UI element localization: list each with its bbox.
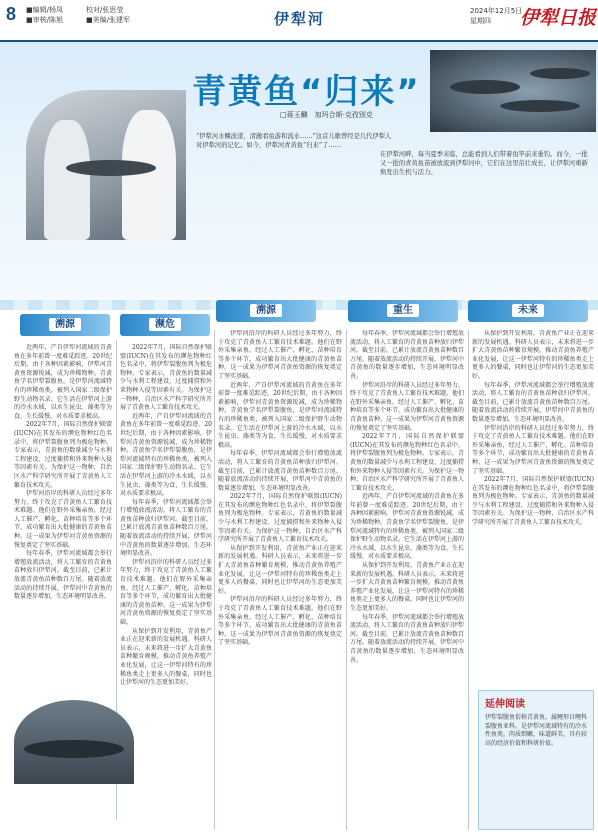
fish-school-photo: [430, 50, 596, 132]
column-rule: [214, 330, 215, 830]
paragraph: 2022年7月，国际自然保护联盟(IUCN)在其发布的濒危物种红色名录中，将伊犁裂腹鱼列为极危物种。专家表示，青黄鱼的数量减少与水利工程建设、过度捕捞和外来物种入侵等因素有关。为保护这一物种，自治区水产科学研究所开展了青黄鱼人工繁育技术攻关。: [14, 421, 112, 489]
paragraph: 每年春季，伊犁河流域都会举行增殖放流活动，将人工繁育的青黄鱼苗种放归伊犁河。截至目前，已累计放流青黄鱼苗种数百万尾。随着放流活动的持续开展，伊犁河中青黄鱼的数量逐步增加，生态环境明显改善。: [472, 381, 594, 423]
paragraph: 近两年，产自伊犁河流域的青黄鱼在多年前曾一度难觅踪迹。20世纪后期，由于各种因素影响，伊犁河青黄鱼资源锐减，成为珍稀物种。青黄鱼学名伊犁裂腹鱼，是伊犁河流域特有的珍稀鱼类，被列入国家二级保护野生动物名录。它生活在伊犁河上游的冷水水域，以水生昆虫、藻类等为食，生长缓慢，对水质要求极高。: [120, 412, 212, 498]
section-head-future: [468, 300, 588, 322]
issue-date: [470, 6, 522, 26]
credit-line: 校对/张思莹: [86, 6, 124, 14]
paragraph: 2022年7月，国际自然保护联盟(IUCN)在其发布的濒危物种红色名录中，将伊犁裂腹鱼列为极危物种。专家表示，青黄鱼的数量减少与水利工程建设、过度捕捞和外来物种入侵等因素有关。为保护这一物种，自治区水产科学研究所开展了青黄鱼人工繁育技术攻关。: [472, 476, 594, 527]
fish-shape: [24, 740, 124, 758]
fish-shape: [530, 68, 590, 79]
paragraph: 近两年，产自伊犁河流域的青黄鱼在多年前曾一度难觅踪迹。20世纪后期，由于各种因素影响，伊犁河青黄鱼资源锐减，成为珍稀物种。青黄鱼学名伊犁裂腹鱼，是伊犁河流域特有的珍稀鱼类，被列入国家二级保护野生动物名录。它生活在伊犁河上游的冷水水域，以水生昆虫、藻类等为食，生长缓慢，对水质要求极高。: [350, 493, 464, 561]
section-head-label: 濒危: [149, 318, 181, 331]
date-text: 2024年12月5日: [470, 7, 523, 15]
page-number: 8: [6, 4, 17, 24]
person-figure: [44, 120, 90, 240]
paragraph: 每年春季，伊犁河流域都会举行增殖放流活动，将人工繁育的青黄鱼苗种放归伊犁河。截至目前，已累计放流青黄鱼苗种数百万尾。随着放流活动的持续开展，伊犁河中青黄鱼的数量逐步增加，生态环境明显改善。: [350, 330, 464, 380]
editor-credits: [26, 5, 146, 25]
paragraph: 2022年7月，国际自然保护联盟(IUCN)在其发布的濒危物种红色名录中，将伊犁裂腹鱼列为极危物种。专家表示，青黄鱼的数量减少与水利工程建设、过度捕捞和外来物种入侵等因素有关。为保护这一物种，自治区水产科学研究所开展了青黄鱼人工繁育技术攻关。: [350, 433, 464, 492]
weekday-text: 星期四: [470, 17, 491, 25]
page-header: [0, 0, 598, 42]
sidebar-text: 伊犁裂腹鱼俗称青黄鱼，属鲤形目鲤科裂腹鱼亚科，是伊犁河流域特有的冷水性鱼类，肉质细嫩，味道鲜美，具有较高的经济价值和科研价值。: [485, 714, 588, 747]
masthead-logo: 伊犁日报: [520, 7, 597, 29]
lead-quote: “伊犁河水鳞波漾，清澈看鱼游和流水……”这首儿歌曾经是几代伊犁人对伊犁河的记忆。如今，伊犁河青黄鱼“归来”了……: [196, 133, 392, 149]
sidebar-title: 延伸阅读: [485, 699, 525, 710]
body-column-3: [218, 330, 342, 830]
body-column-4: [350, 330, 464, 830]
credit-line: ■编辑/杨凤: [26, 6, 63, 14]
paragraph: 从保护到开发利用，青黄鱼产业正在迎来新的发展机遇。科研人员表示，未来将进一步扩大青黄鱼苗种繁育规模，推动青黄鱼养殖产业化发展，让这一伊犁河特有的珍稀鱼类走上更多人的餐桌，同时也让伊犁河的生态更加美好。: [120, 627, 212, 687]
paragraph: 2022年7月，国际自然保护联盟(IUCN)在其发布的濒危物种红色名录中，将伊犁裂腹鱼列为极危物种。专家表示，青黄鱼的数量减少与水利工程建设、过度捕捞和外来物种入侵等因素有关。为保护这一物种，自治区水产科学研究所开展了青黄鱼人工繁育技术攻关。: [218, 493, 342, 544]
paragraph: 2022年7月，国际自然保护联盟(IUCN)在其发布的濒危物种红色名录中，将伊犁裂腹鱼列为极危物种。专家表示，青黄鱼的数量减少与水利工程建设、过度捕捞和外来物种入侵等因素有关。为保护这一物种，自治区水产科学研究所开展了青黄鱼人工繁育技术攻关。: [120, 344, 212, 412]
fish-shape: [500, 100, 580, 112]
paragraph: 伊犁河沿岸的科研人员经过多年努力，终于攻克了青黄鱼人工繁育技术难题。他们在野外采集亲鱼，经过人工催产、孵化、苗种培育等多个环节，成功繁育出大批健康的青黄鱼苗种。这一成果为伊犁河青黄鱼资源的恢复奠定了坚实基础。: [350, 381, 464, 432]
paragraph: 每年春季，伊犁河流域都会举行增殖放流活动，将人工繁育的青黄鱼苗种放归伊犁河。截至目前，已累计放流青黄鱼苗种数百万尾。随着放流活动的持续开展，伊犁河中青黄鱼的数量逐步增加，生态环境明显改善。: [218, 450, 342, 492]
section-title: 伊犁河: [274, 10, 326, 28]
paragraph: 从保护到开发利用，青黄鱼产业正在迎来新的发展机遇。科研人员表示，未来将进一步扩大青黄鱼苗种繁育规模，推动青黄鱼养殖产业化发展，让这一伊犁河特有的珍稀鱼类走上更多人的餐桌，同时也让伊犁河的生态更加美好。: [472, 330, 594, 380]
section-head-research: [216, 300, 316, 322]
credit-line: ■美编/张建军: [86, 16, 130, 24]
section-head-label: 未来: [512, 304, 544, 317]
section-head-label: 溯源: [250, 304, 282, 317]
section-head-endangered: [120, 314, 210, 336]
paragraph: 每年春季，伊犁河流域都会举行增殖放流活动，将人工繁育的青黄鱼苗种放归伊犁河。截至目前，已累计放流青黄鱼苗种数百万尾。随着放流活动的持续开展，伊犁河中青黄鱼的数量逐步增加，生态环境明显改善。: [14, 550, 112, 601]
paragraph: 伊犁河沿岸的科研人员经过多年努力，终于攻克了青黄鱼人工繁育技术难题。他们在野外采集亲鱼，经过人工催产、孵化、苗种培育等多个环节，成功繁育出大批健康的青黄鱼苗种。这一成果为伊犁河青黄鱼资源的恢复奠定了坚实基础。: [472, 424, 594, 475]
paragraph: 近两年，产自伊犁河流域的青黄鱼在多年前曾一度难觅踪迹。20世纪后期，由于各种因素影响，伊犁河青黄鱼资源锐减，成为珍稀物种。青黄鱼学名伊犁裂腹鱼，是伊犁河流域特有的珍稀鱼类，被列入国家二级保护野生动物名录。它生活在伊犁河上游的冷水水域，以水生昆虫、藻类等为食，生长缓慢，对水质要求极高。: [14, 344, 112, 420]
sturgeon-photo: [14, 700, 134, 784]
column-rule: [346, 330, 347, 830]
sidebar-box: [478, 690, 594, 830]
body-column-5: [472, 330, 594, 684]
article-byline: □蒋玉麟 加玛合斯·克孜别克: [280, 111, 373, 119]
researchers-photo: [26, 90, 186, 240]
column-rule: [468, 330, 469, 830]
paragraph: 伊犁河沿岸的科研人员经过多年努力，终于攻克了青黄鱼人工繁育技术难题。他们在野外采集亲鱼，经过人工催产、孵化、苗种培育等多个环节，成功繁育出大批健康的青黄鱼苗种。这一成果为伊犁河青黄鱼资源的恢复奠定了坚实基础。: [218, 330, 342, 380]
body-column-1: [14, 344, 112, 694]
sturgeon-shape: [66, 160, 156, 176]
paragraph: 每年春季，伊犁河流域都会举行增殖放流活动，将人工繁育的青黄鱼苗种放归伊犁河。截至目前，已累计放流青黄鱼苗种数百万尾。随着放流活动的持续开展，伊犁河中青黄鱼的数量逐步增加，生态环境明显改善。: [350, 613, 464, 664]
paragraph: 伊犁河沿岸的科研人员经过多年努力，终于攻克了青黄鱼人工繁育技术难题。他们在野外采集亲鱼，经过人工催产、孵化、苗种培育等多个环节，成功繁育出大批健康的青黄鱼苗种。这一成果为伊犁河青黄鱼资源的恢复奠定了坚实基础。: [218, 596, 342, 647]
fish-shape: [450, 80, 520, 94]
section-head-label: 重生: [387, 304, 419, 317]
paragraph: 从保护到开发利用，青黄鱼产业正在迎来新的发展机遇。科研人员表示，未来将进一步扩大青黄鱼苗种繁育规模，推动青黄鱼养殖产业化发展，让这一伊犁河特有的珍稀鱼类走上更多人的餐桌，同时也让伊犁河的生态更加美好。: [350, 562, 464, 612]
lead-paragraph: 在伊犁河畔，每当夏季来临，总能看到人们带着鱼竿前来垂钓。而今，一批又一批的青黄鱼苗被放流到伊犁河中，它们在这里茁壮成长，让伊犁河重新焕发出生机与活力。: [380, 151, 588, 176]
section-head-label: 溯源: [49, 318, 81, 331]
section-head-origin: [20, 314, 110, 336]
paragraph: 伊犁河沿岸的科研人员经过多年努力，终于攻克了青黄鱼人工繁育技术难题。他们在野外采集亲鱼，经过人工催产、孵化、苗种培育等多个环节，成功繁育出大批健康的青黄鱼苗种。这一成果为伊犁河青黄鱼资源的恢复奠定了坚实基础。: [14, 490, 112, 549]
paragraph: 近两年，产自伊犁河流域的青黄鱼在多年前曾一度难觅踪迹。20世纪后期，由于各种因素影响，伊犁河青黄鱼资源锐减，成为珍稀物种。青黄鱼学名伊犁裂腹鱼，是伊犁河流域特有的珍稀鱼类，被列入国家二级保护野生动物名录。它生活在伊犁河上游的冷水水域，以水生昆虫、藻类等为食，生长缓慢，对水质要求极高。: [218, 381, 342, 449]
paragraph: 每年春季，伊犁河流域都会举行增殖放流活动，将人工繁育的青黄鱼苗种放归伊犁河。截至目前，已累计放流青黄鱼苗种数百万尾。随着放流活动的持续开展，伊犁河中青黄鱼的数量逐步增加，生态环境明显改善。: [120, 498, 212, 558]
paragraph: 伊犁河沿岸的科研人员经过多年努力，终于攻克了青黄鱼人工繁育技术难题。他们在野外采集亲鱼，经过人工催产、孵化、苗种培育等多个环节，成功繁育出大批健康的青黄鱼苗种。这一成果为伊犁河青黄鱼资源的恢复奠定了坚实基础。: [120, 558, 212, 626]
article-title: 青黄鱼“归来”: [192, 72, 421, 112]
section-head-rebirth: [348, 300, 458, 322]
credit-line: ■审核/陈旭: [26, 16, 63, 24]
paragraph: 从保护到开发利用，青黄鱼产业正在迎来新的发展机遇。科研人员表示，未来将进一步扩大青黄鱼苗种繁育规模，推动青黄鱼养殖产业化发展，让这一伊犁河特有的珍稀鱼类走上更多人的餐桌，同时也让伊犁河的生态更加美好。: [218, 544, 342, 595]
